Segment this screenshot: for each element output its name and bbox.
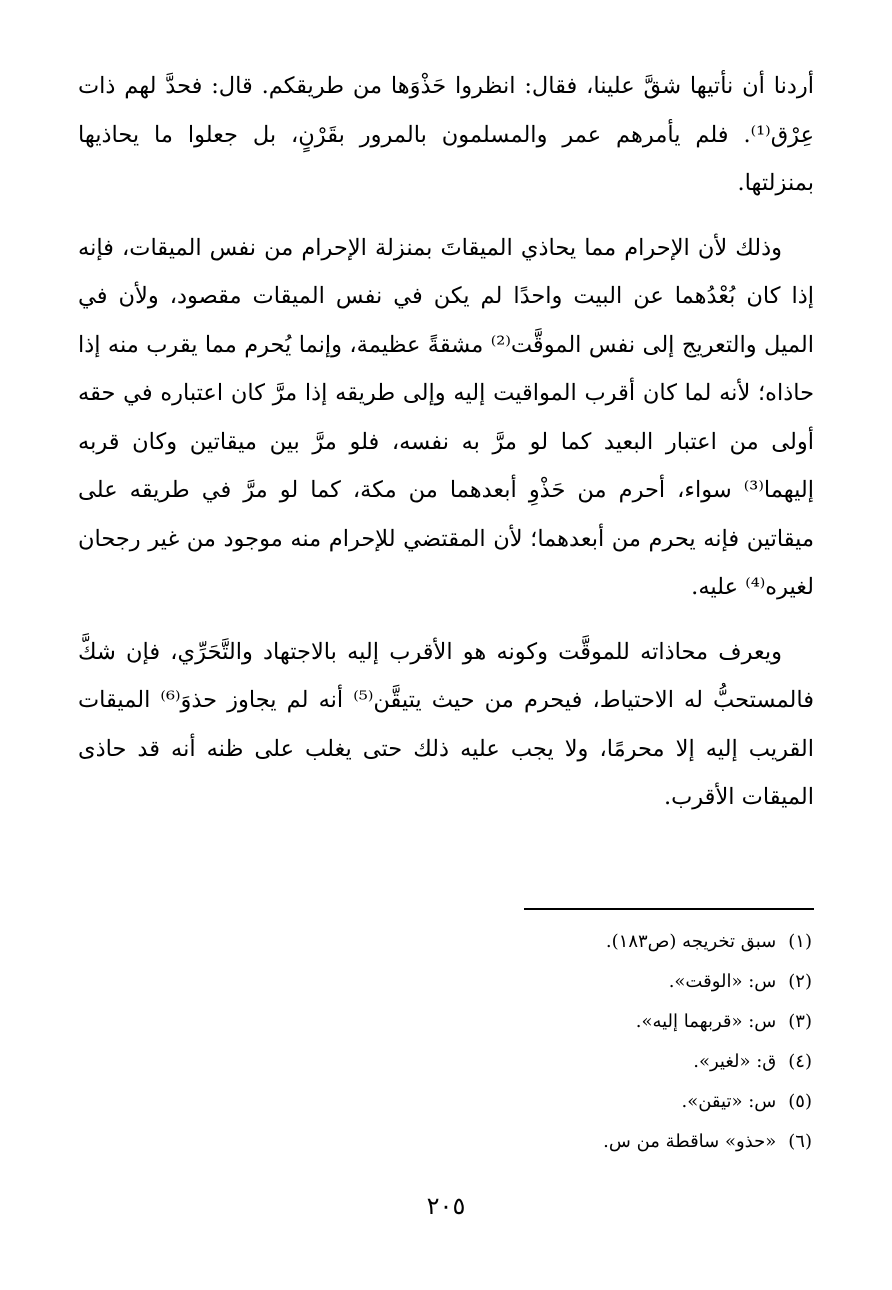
footnote-number: (٥) [788,1091,812,1112]
paragraph-3: ويعرف محاذاته للموقَّت وكونه هو الأقرب إليه بالاجتهاد والتَّحَرِّي، فإن شكَّ فالمستحبُّ له الاحتياط، فيحرم من حيث يتيقَّن⁽⁵⁾ أنه لم يجاوز حذوَ⁽⁶⁾ الميقات القريب إليه إلا محرمًا، ولا يجب عليه ذلك حتى يغلب على ظنه أنه قد حاذى الميقات الأقرب. [78,638,814,810]
footnote-text: س: «قربهما إليه». [635,1011,777,1032]
footnote-4 [78,1042,812,1082]
footnote-number: (٤) [788,1051,812,1072]
footnotes-list [78,922,812,1162]
footnote-1 [78,922,812,962]
footnote-divider [524,908,814,910]
footnote-number: (٢) [788,971,812,992]
main-text [78,62,814,838]
footnote-number: (١) [788,931,812,952]
footnote-3 [78,1002,812,1042]
paragraph-2: وذلك لأن الإحرام مما يحاذي الميقاتَ بمنزلة الإحرام من نفس الميقات، فإنه إذا كان بُعْدُهما عن البيت واحدًا لم يكن في نفس الميقات مقصود، ولأن في الميل والتعريج إلى نفس الموقَّت⁽²⁾ مشقةً عظيمة، وإنما يُحرم مما يقرب منه إذا حاذاه؛ لأنه لما كان أقرب المواقيت إليه وإلى طريقه إذا مرَّ كان اعتباره في حقه أولى من اعتبار البعيد كما لو مرَّ به نفسه، فلو مرَّ بين ميقاتين وكان قربه إليهما⁽³⁾ سواء، أحرم من حَذْوِ أبعدهما من مكة، كما لو مرَّ في طريقه على ميقاتين فإنه يحرم من أبعدهما؛ لأن المقتضي للإحرام منه موجود من غير رجحان لغيره⁽⁴⁾ عليه. [78,234,814,600]
footnote-text: س: «تيقن». [681,1091,777,1112]
footnote-2 [78,962,812,1002]
footnote-text: «حذو» ساقطة من س. [603,1131,777,1152]
footnote-text: ق: «لغير». [693,1051,777,1072]
footnote-text: سبق تخريجه (ص١٨٣). [605,931,777,952]
paragraph-1: أردنا أن نأتيها شقَّ علينا، فقال: انظروا حَذْوَها من طريقكم. قال: فحدَّ لهم ذات عِرْق⁽¹⁾. فلم يأمرهم عمر والمسلمون بالمرور بقَرْنٍ، بل جعلوا ما يحاذيها بمنزلتها. [78,73,814,196]
page-number: ٢٠٥ [426,1192,466,1220]
footnote-text: س: «الوقت». [668,971,777,992]
footnote-5 [78,1082,812,1122]
footnote-6 [78,1122,812,1162]
footnote-number: (٣) [788,1011,812,1032]
footnote-number: (٦) [788,1131,812,1152]
